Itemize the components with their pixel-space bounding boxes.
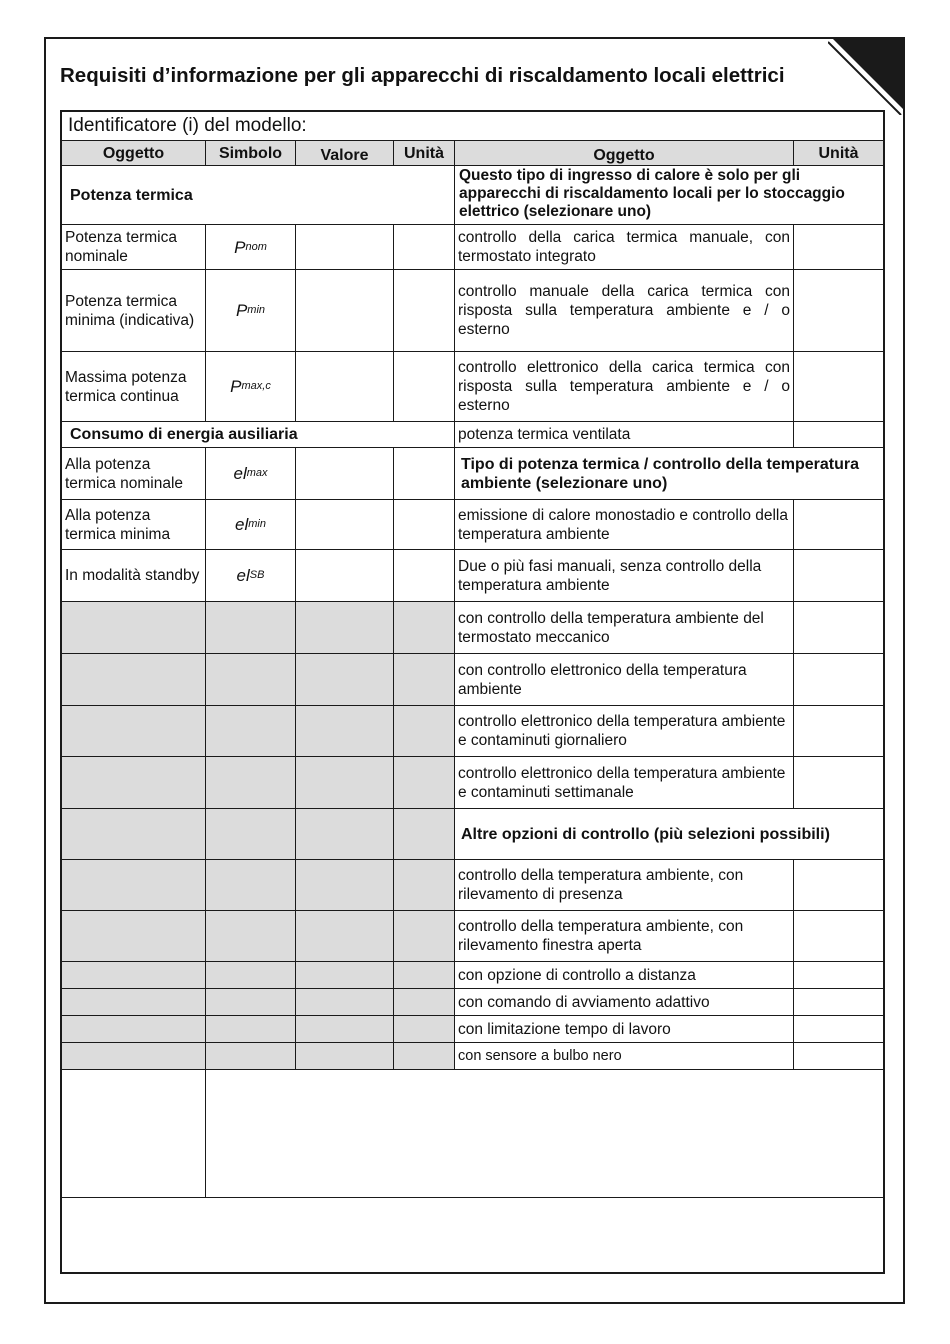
page-title: Requisiti d’informazione per gli apparecchi di riscaldamento locali elettrici: [60, 64, 785, 87]
other-option-6: con sensore a bulbo nero: [455, 1043, 794, 1070]
gray-cell: [62, 860, 206, 911]
storage-option-3: controllo elettronico della carica termica con risposta sulla temperatura ambiente e / o esterno: [455, 352, 794, 422]
room-temp-option-3: con controllo della temperatura ambiente del termostato meccanico: [455, 602, 794, 654]
gray-cell: [296, 757, 394, 809]
other-option-1: controllo della temperatura ambiente, con rilevamento di presenza: [455, 860, 794, 911]
other-option-4-unit[interactable]: [794, 989, 883, 1016]
gray-cell: [394, 654, 455, 706]
other-option-2-unit[interactable]: [794, 911, 883, 962]
gray-cell: [62, 654, 206, 706]
aux-standby-symbol: el SB: [206, 550, 296, 602]
heat-nominal-label: Potenza termica nominale: [62, 225, 206, 270]
heat-max-continuous-unit[interactable]: [394, 352, 455, 422]
gray-cell: [296, 1016, 394, 1043]
aux-minimum-label: Alla potenza termica minima: [62, 500, 206, 550]
section-heat-output: Potenza termica: [62, 166, 455, 225]
gray-cell: [62, 911, 206, 962]
gray-cell: [394, 1016, 455, 1043]
gray-cell: [296, 654, 394, 706]
gray-cell: [206, 962, 296, 989]
gray-cell: [296, 962, 394, 989]
gray-cell: [296, 809, 394, 860]
heat-nominal-value[interactable]: [296, 225, 394, 270]
gray-cell: [394, 757, 455, 809]
storage-option-1: controllo della carica termica manuale, con termostato integrato: [455, 225, 794, 270]
gray-cell: [206, 809, 296, 860]
header-symbol: Simbolo: [206, 140, 296, 166]
gray-cell: [394, 989, 455, 1016]
header-unit-left: Unità: [394, 140, 455, 166]
gray-cell: [62, 1016, 206, 1043]
gray-cell: [62, 706, 206, 757]
room-temp-option-1: emissione di calore monostadio e controllo della temperatura ambiente: [455, 500, 794, 550]
other-options-header: Altre opzioni di controllo (più selezioni possibili): [455, 809, 883, 860]
gray-cell: [62, 1043, 206, 1070]
aux-minimum-unit[interactable]: [394, 500, 455, 550]
gray-cell: [296, 911, 394, 962]
aux-standby-value[interactable]: [296, 550, 394, 602]
room-temp-option-5: controllo elettronico della temperatura ambiente e contaminuti giornaliero: [455, 706, 794, 757]
gray-cell: [394, 962, 455, 989]
other-option-3-unit[interactable]: [794, 962, 883, 989]
header-unit-right: Unità: [794, 140, 883, 166]
gray-cell: [206, 602, 296, 654]
heat-minimum-unit[interactable]: [394, 270, 455, 352]
gray-cell: [206, 654, 296, 706]
room-temp-option-3-unit[interactable]: [794, 602, 883, 654]
other-option-1-unit[interactable]: [794, 860, 883, 911]
room-temp-section-header: Tipo di potenza termica / controllo della temperatura ambiente (selezionare uno): [455, 448, 883, 500]
other-option-4: con comando di avviamento adattivo: [455, 989, 794, 1016]
room-temp-option-2: Due o più fasi manuali, senza controllo della temperatura ambiente: [455, 550, 794, 602]
aux-standby-label: In modalità standby: [62, 550, 206, 602]
aux-nominal-unit[interactable]: [394, 448, 455, 500]
aux-nominal-symbol: el max: [206, 448, 296, 500]
room-temp-option-1-unit[interactable]: [794, 500, 883, 550]
room-temp-option-4: con controllo elettronico della temperatura ambiente: [455, 654, 794, 706]
gray-cell: [296, 860, 394, 911]
contact-label-cell: [62, 1070, 206, 1198]
heat-nominal-symbol: P nom: [206, 225, 296, 270]
other-option-5-unit[interactable]: [794, 1016, 883, 1043]
gray-cell: [62, 757, 206, 809]
aux-nominal-label: Alla potenza termica nominale: [62, 448, 206, 500]
gray-cell: [296, 602, 394, 654]
storage-option-1-unit[interactable]: [794, 225, 883, 270]
gray-cell: [296, 706, 394, 757]
room-temp-option-6-unit[interactable]: [794, 757, 883, 809]
gray-cell: [62, 989, 206, 1016]
gray-cell: [206, 989, 296, 1016]
aux-minimum-value[interactable]: [296, 500, 394, 550]
gray-cell: [206, 757, 296, 809]
room-temp-option-5-unit[interactable]: [794, 706, 883, 757]
heat-minimum-label: Potenza termica minima (indicativa): [62, 270, 206, 352]
gray-cell: [62, 809, 206, 860]
header-item-right: Oggetto: [455, 140, 794, 166]
heat-nominal-unit[interactable]: [394, 225, 455, 270]
gray-cell: [206, 1043, 296, 1070]
heat-minimum-value[interactable]: [296, 270, 394, 352]
gray-cell: [394, 809, 455, 860]
gray-cell: [394, 602, 455, 654]
gray-cell: [394, 706, 455, 757]
gray-cell: [394, 911, 455, 962]
heat-max-continuous-symbol: P max,c: [206, 352, 296, 422]
notes-field[interactable]: [62, 1198, 883, 1272]
storage-option-2: controllo manuale della carica termica con risposta sulla temperatura ambiente e / o esterno: [455, 270, 794, 352]
header-value: Valore: [296, 140, 394, 166]
storage-option-3-unit[interactable]: [794, 352, 883, 422]
room-temp-option-4-unit[interactable]: [794, 654, 883, 706]
gray-cell: [206, 1016, 296, 1043]
gray-cell: [206, 706, 296, 757]
aux-standby-unit[interactable]: [394, 550, 455, 602]
other-option-5: con limitazione tempo di lavoro: [455, 1016, 794, 1043]
gray-cell: [394, 1043, 455, 1070]
room-temp-option-6: controllo elettronico della temperatura ambiente e contaminuti settimanale: [455, 757, 794, 809]
other-option-2: controllo della temperatura ambiente, con rilevamento finestra aperta: [455, 911, 794, 962]
storage-option-2-unit[interactable]: [794, 270, 883, 352]
heat-minimum-symbol: P min: [206, 270, 296, 352]
other-option-6-unit[interactable]: [794, 1043, 883, 1070]
storage-option-4: potenza termica ventilata: [455, 422, 794, 448]
heat-max-continuous-label: Massima potenza termica continua: [62, 352, 206, 422]
room-temp-option-2-unit[interactable]: [794, 550, 883, 602]
aux-minimum-symbol: el min: [206, 500, 296, 550]
model-identifier-label: Identificatore (i) del modello:: [68, 115, 307, 136]
info-sheet: [60, 110, 885, 1274]
storage-section-header: Questo tipo di ingresso di calore è solo per gli apparecchi di riscaldamento locali per lo stoccaggio elettrico (selezionare uno): [455, 166, 883, 225]
gray-cell: [206, 911, 296, 962]
gray-cell: [394, 860, 455, 911]
section-aux-consumption: Consumo di energia ausiliaria: [62, 422, 455, 448]
gray-cell: [296, 989, 394, 1016]
gray-cell: [62, 962, 206, 989]
gray-cell: [296, 1043, 394, 1070]
aux-nominal-value[interactable]: [296, 448, 394, 500]
gray-cell: [206, 860, 296, 911]
other-option-3: con opzione di controllo a distanza: [455, 962, 794, 989]
storage-option-4-unit[interactable]: [794, 422, 883, 448]
gray-cell: [62, 602, 206, 654]
heat-max-continuous-value[interactable]: [296, 352, 394, 422]
header-item-left: Oggetto: [62, 140, 206, 166]
contact-details-field[interactable]: [206, 1070, 883, 1198]
